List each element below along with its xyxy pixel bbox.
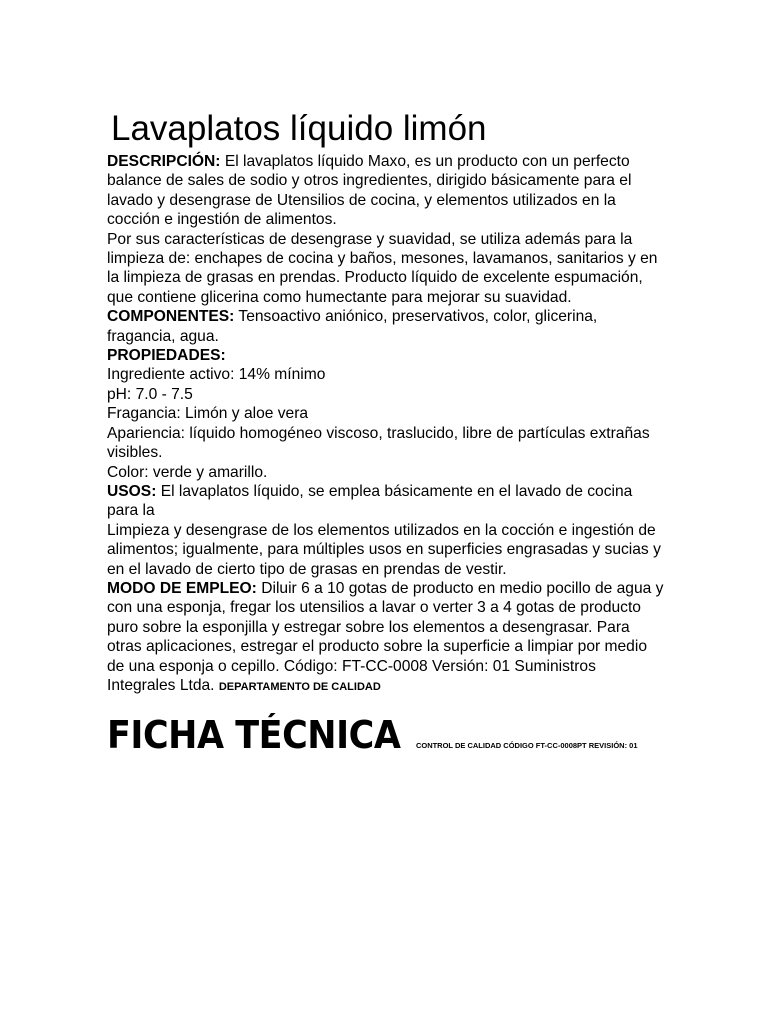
propiedad-item: Ingrediente activo: 14% mínimo — [107, 366, 326, 384]
usos-paragraph-2: Limpieza y desengrase de los elementos utilizados en la cocción e ingestión de alimentos; igualmente, para múltiples usos en superficies engrasadas y sucias y en el lavado de cierto tipo de grasas en prendas de vestir. — [107, 521, 661, 578]
document-body — [107, 152, 667, 697]
propiedad-item: Apariencia: líquido homogéneo viscoso, traslucido, libre de partículas extrañas visibles. — [107, 424, 650, 462]
departamento-label: DEPARTAMENTO DE CALIDAD — [218, 680, 381, 693]
modo-label: MODO DE EMPLEO: — [107, 579, 257, 597]
usos-text: El lavaplatos líquido, se emplea básicamente en el lavado de cocina para la — [107, 482, 633, 520]
footer-heading — [107, 713, 707, 757]
descripcion-text: El lavaplatos líquido Maxo, es un producto con un perfecto balance de sales de sodio y otros ingredientes, dirigido básicamente para el lavado y desengrase de Utensilios de cocina, y elementos utilizados en la cocción e ingestión de alimentos. — [107, 153, 632, 229]
propiedad-item: pH: 7.0 - 7.5 — [107, 385, 193, 403]
modo-paragraph — [107, 579, 667, 697]
usos-label: USOS: — [107, 482, 157, 500]
componentes-label: COMPONENTES: — [107, 308, 235, 326]
propiedad-item: Color: verde y amarillo. — [107, 463, 268, 481]
propiedades-label: PROPIEDADES: — [107, 347, 226, 365]
control-calidad-line: CONTROL DE CALIDAD CÓDIGO FT-CC-0008PT REVISIÓN: 01 — [415, 741, 638, 750]
propiedad-item: Fragancia: Limón y aloe vera — [107, 405, 309, 423]
document — [107, 108, 667, 697]
descripcion-paragraph — [107, 152, 667, 230]
modo-text: Diluir 6 a 10 gotas de producto en medio pocillo de agua y con una esponja, fregar los utensilios a lavar o verter 3 a 4 gotas de producto puro sobre la esponjilla y estregar sobre los elementos a desengrasar. Para otras aplicaciones, estregar el producto sobre la superficie a limpiar por medio de una esponja o cepillo. Código: FT-CC-0008 Versión: 01 Suministros Integrales Ltda. — [107, 579, 664, 694]
usos-paragraph — [107, 482, 667, 521]
descripcion-label: DESCRIPCIÓN: — [107, 153, 221, 170]
document-title: Lavaplatos líquido limón — [111, 109, 487, 148]
descripcion-paragraph-2: Por sus características de desengrase y suavidad, se utiliza además para la limpieza de: enchapes de cocina y baños, mesones, lavamanos, sanitarios y en la limpieza de grasas en prendas. Producto líquido de excelente espumación, que contiene glicerina como humectante para mejorar su suavidad. — [107, 230, 658, 306]
ficha-tecnica-heading: FICHA TÉCNICA — [107, 713, 401, 757]
componentes-paragraph — [107, 307, 667, 346]
componentes-text: Tensoactivo aniónico, preservativos, color, glicerina, fragancia, agua. — [107, 308, 598, 345]
